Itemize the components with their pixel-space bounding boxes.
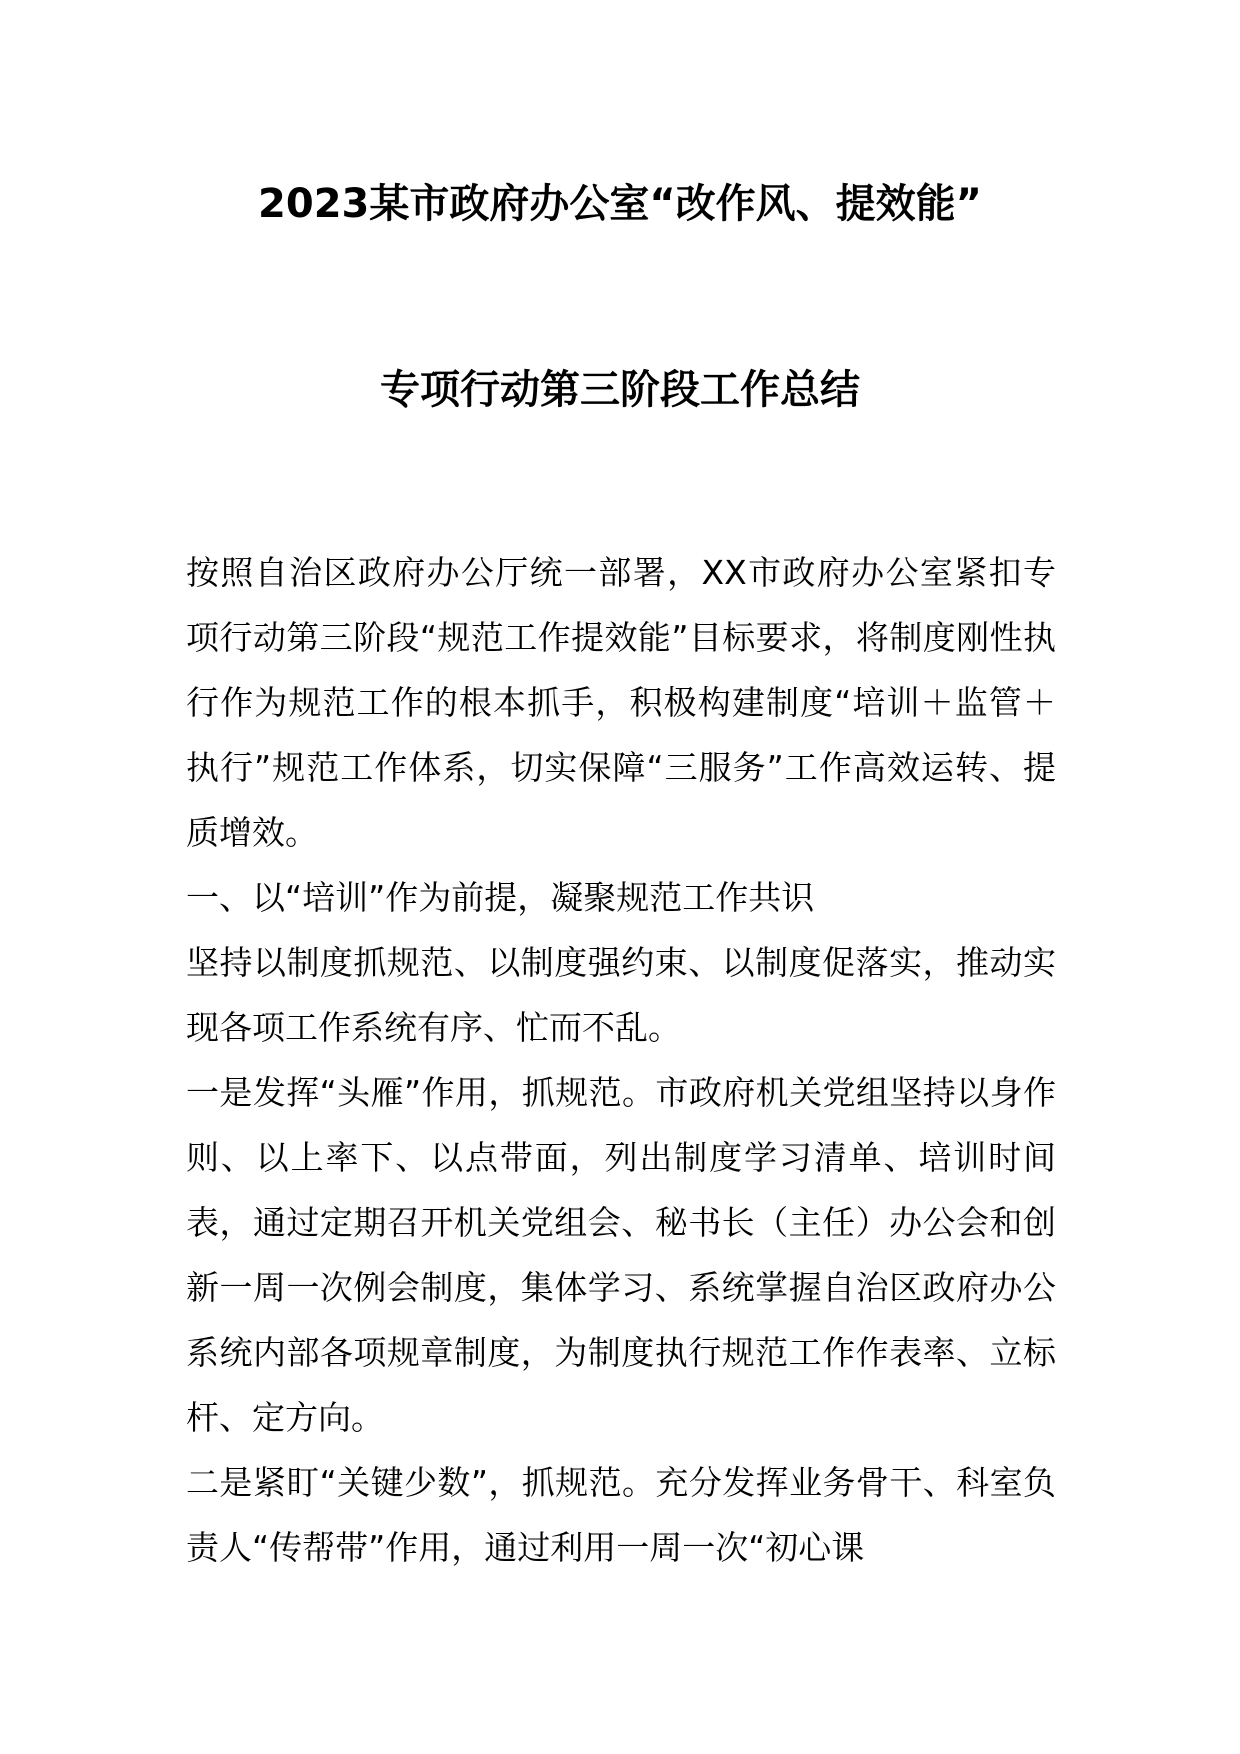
point-1-paragraph: 一是发挥“头雁”作用，抓规范。市政府机关党组坚持以身作则、以上率下、以点带面，列出制度学习清单、培训时间表，通过定期召开机关党组会、秘书长（主任）办公会和创新一周一次例会制度，集体学习、系统掌握自治区政府办公系统内部各项规章制度，为制度执行规范工作作表率、立标杆、定方向。	[186, 1073, 1056, 1437]
document-title-line-2: 专项行动第三阶段工作总结	[380, 367, 860, 413]
section-heading-1: 一、以“培训”作为前提，凝聚规范工作共识	[186, 878, 815, 917]
document-body	[186, 540, 1056, 1580]
point-2-paragraph: 二是紧盯“关键少数”，抓规范。充分发挥业务骨干、科室负责人“传帮带”作用，通过利用一周一次“初心课	[186, 1463, 1056, 1567]
document-title-line-1: 2023某市政府办公室“改作风、提效能”	[258, 181, 982, 227]
section-1-paragraph: 坚持以制度抓规范、以制度强约束、以制度促落实，推动实现各项工作系统有序、忙而不乱。	[186, 943, 1056, 1047]
intro-paragraph: 按照自治区政府办公厅统一部署，XX市政府办公室紧扣专项行动第三阶段“规范工作提效能”目标要求，将制度刚性执行作为规范工作的根本抓手，积极构建制度“培训＋监管＋执行”规范工作体系，切实保障“三服务”工作高效运转、提质增效。	[186, 553, 1056, 852]
